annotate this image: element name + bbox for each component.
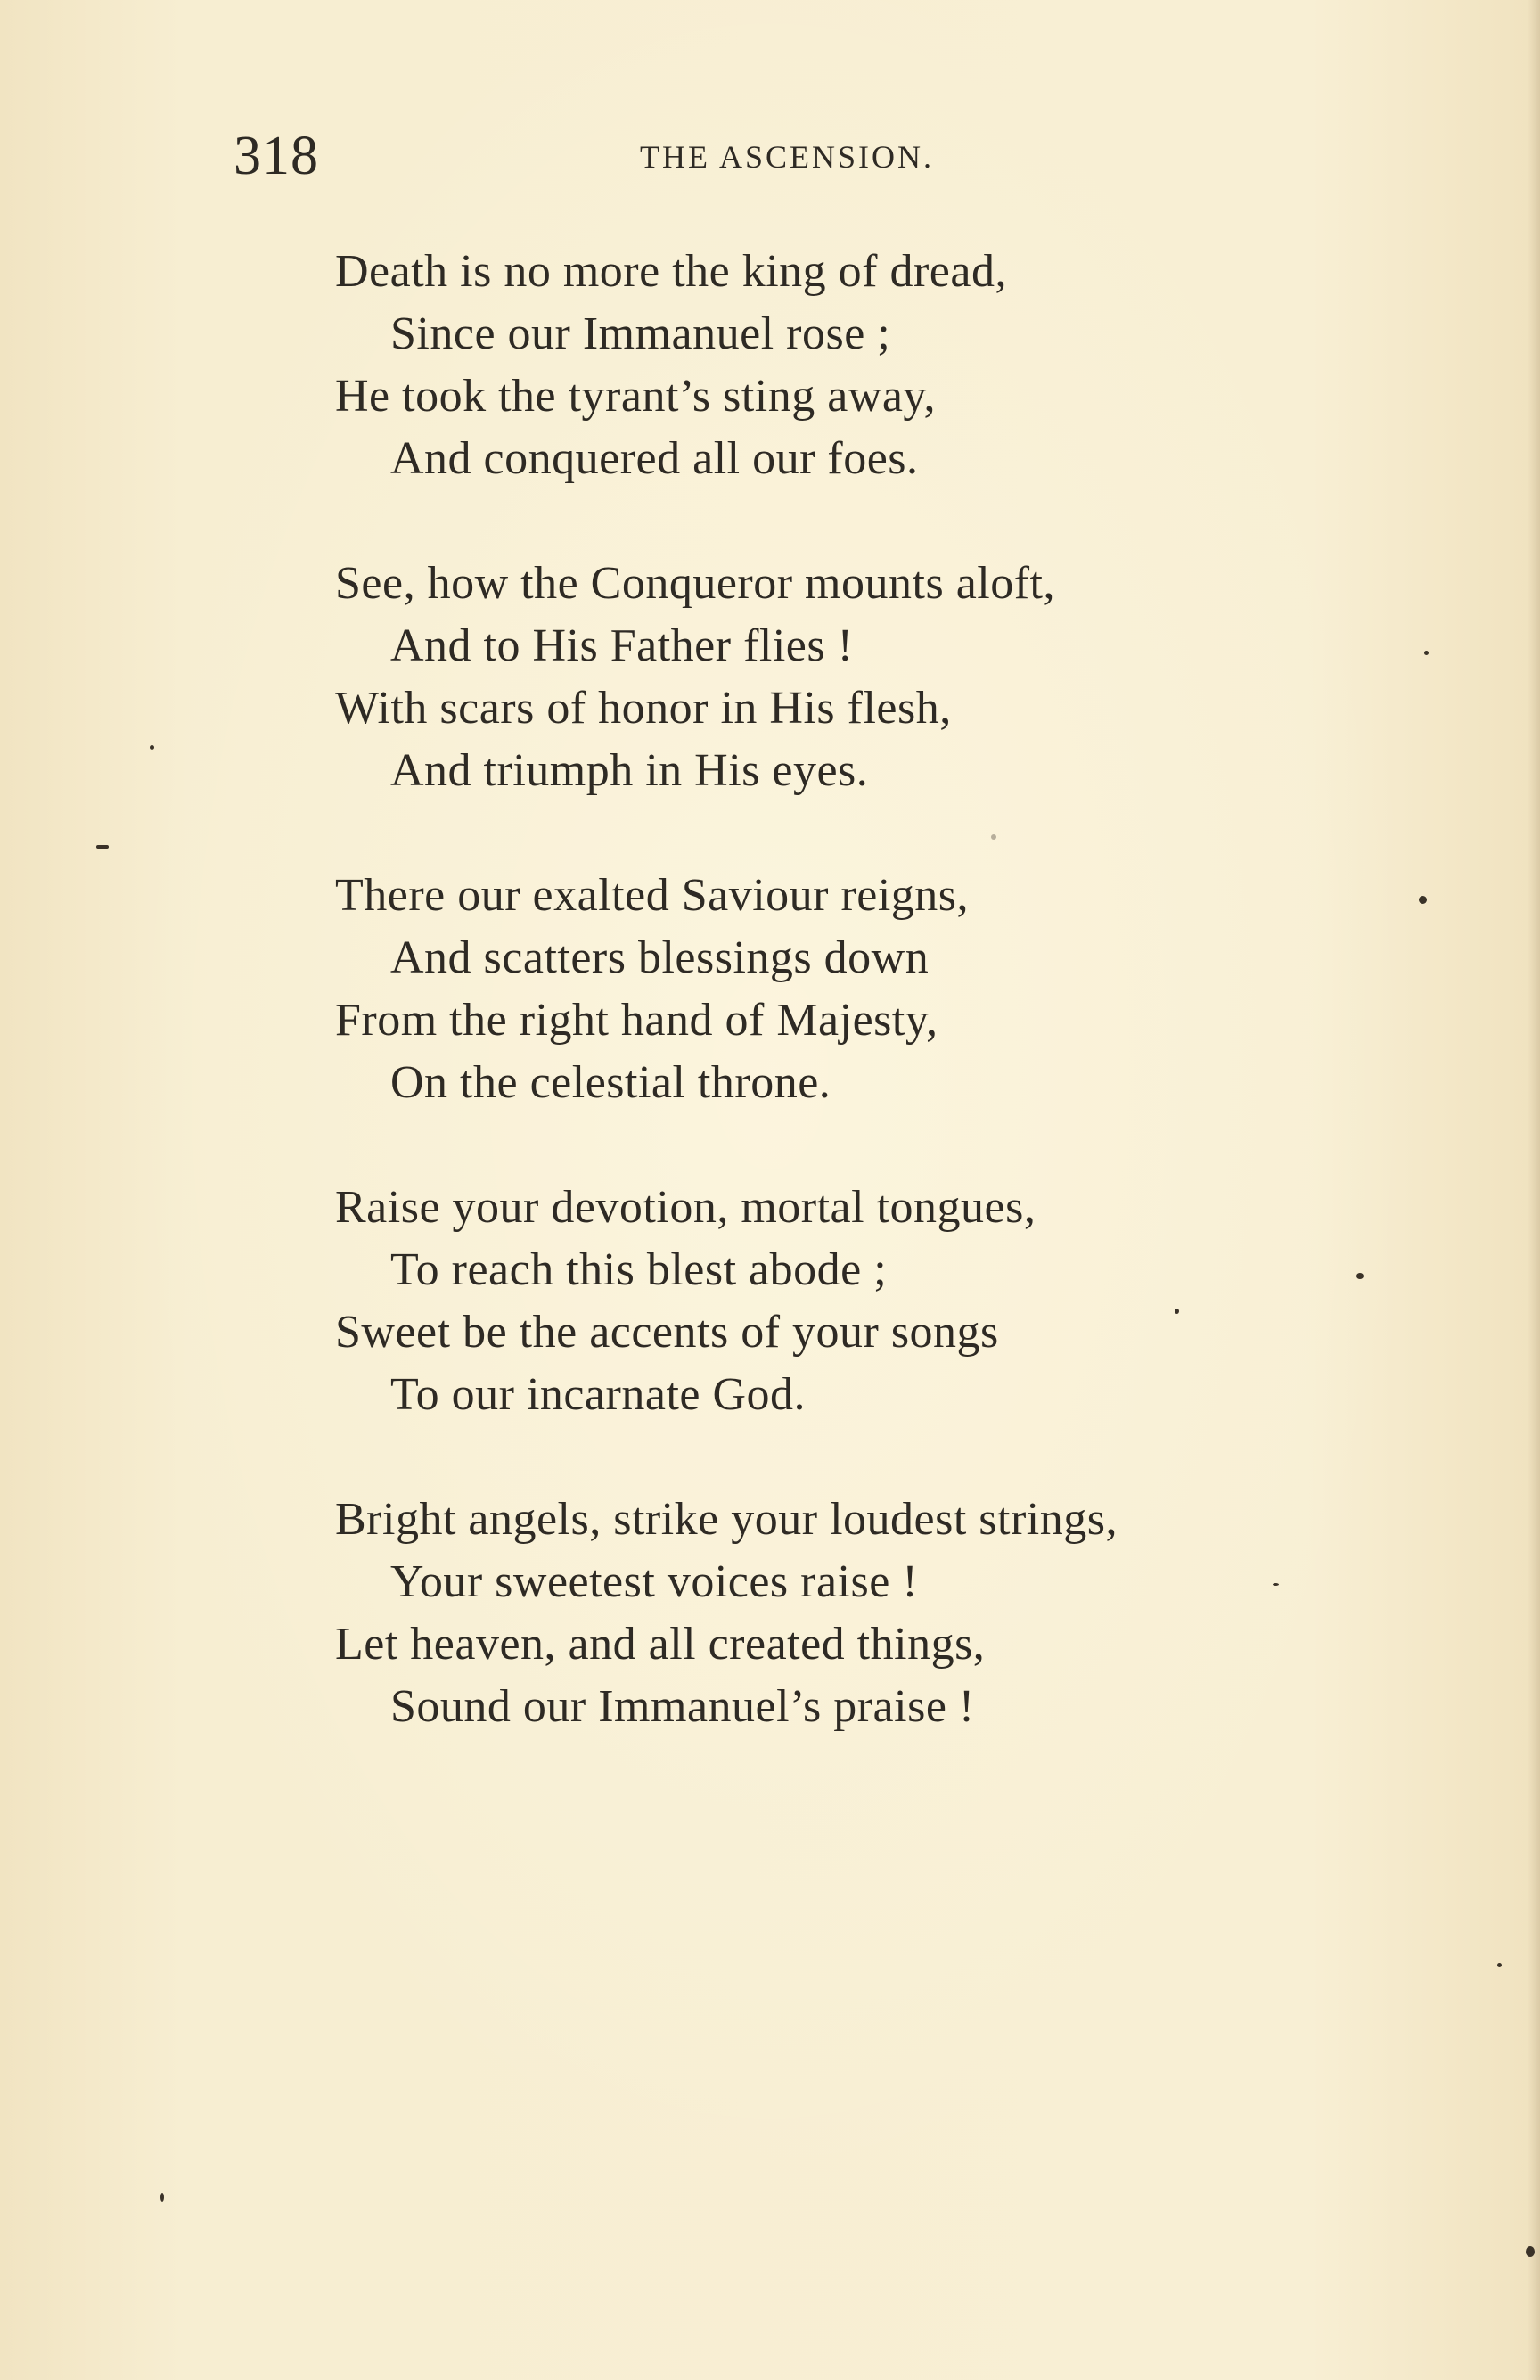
- poem-line: Sweet be the accents of your songs: [335, 1307, 999, 1358]
- stanza: [335, 553, 1351, 802]
- poem-line: Death is no more the king of dread,: [335, 246, 1007, 297]
- paper-speck: [1419, 896, 1427, 904]
- poem: [335, 241, 1351, 1801]
- poem-line: Bright angels, strike your loudest strings,: [335, 1494, 1118, 1545]
- poem-line: Let heaven, and all created things,: [335, 1619, 986, 1670]
- stanza: [335, 865, 1351, 1114]
- paper-speck: [991, 834, 996, 840]
- paper-speck: [160, 2193, 164, 2202]
- poem-line: Sound our Immanuel’s praise !: [390, 1681, 975, 1732]
- poem-line: And to His Father flies !: [390, 620, 854, 671]
- poem-line: To our incarnate God.: [390, 1369, 807, 1420]
- poem-line: See, how the Conqueror mounts aloft,: [335, 558, 1055, 609]
- poem-line: From the right hand of Majesty,: [335, 995, 938, 1046]
- page-edge-shadow: [1528, 0, 1540, 2380]
- paper-speck: [1175, 1309, 1179, 1314]
- poem-line: And conquered all our foes.: [390, 433, 919, 484]
- paper-speck: [1497, 1963, 1502, 1967]
- poem-line: To reach this blest abode ;: [390, 1244, 888, 1295]
- paper-speck: [1356, 1273, 1364, 1279]
- poem-line: And scatters blessings down: [390, 932, 930, 983]
- stanza: [335, 1177, 1351, 1426]
- stanza: [335, 1489, 1351, 1738]
- poem-line: On the celestial throne.: [390, 1057, 831, 1108]
- paper-speck: [1526, 2246, 1535, 2257]
- poem-line: He took the tyrant’s sting away,: [335, 371, 937, 422]
- paper-speck: [150, 745, 154, 750]
- paper-speck: [96, 845, 109, 849]
- poem-line: And triumph in His eyes.: [390, 745, 869, 796]
- poem-line: Since our Immanuel rose ;: [390, 308, 891, 359]
- poem-line: Raise your devotion, mortal tongues,: [335, 1182, 1036, 1233]
- page-number: 318: [233, 126, 319, 186]
- poem-line: There our exalted Saviour reigns,: [335, 870, 970, 921]
- stanza: [335, 241, 1351, 490]
- poem-line: Your sweetest voices raise !: [390, 1556, 919, 1607]
- poem-line: With scars of honor in His flesh,: [335, 683, 952, 734]
- paper-speck: [1273, 1583, 1279, 1586]
- paper-speck: [1424, 651, 1429, 655]
- running-title: THE ASCENSION.: [640, 139, 935, 175]
